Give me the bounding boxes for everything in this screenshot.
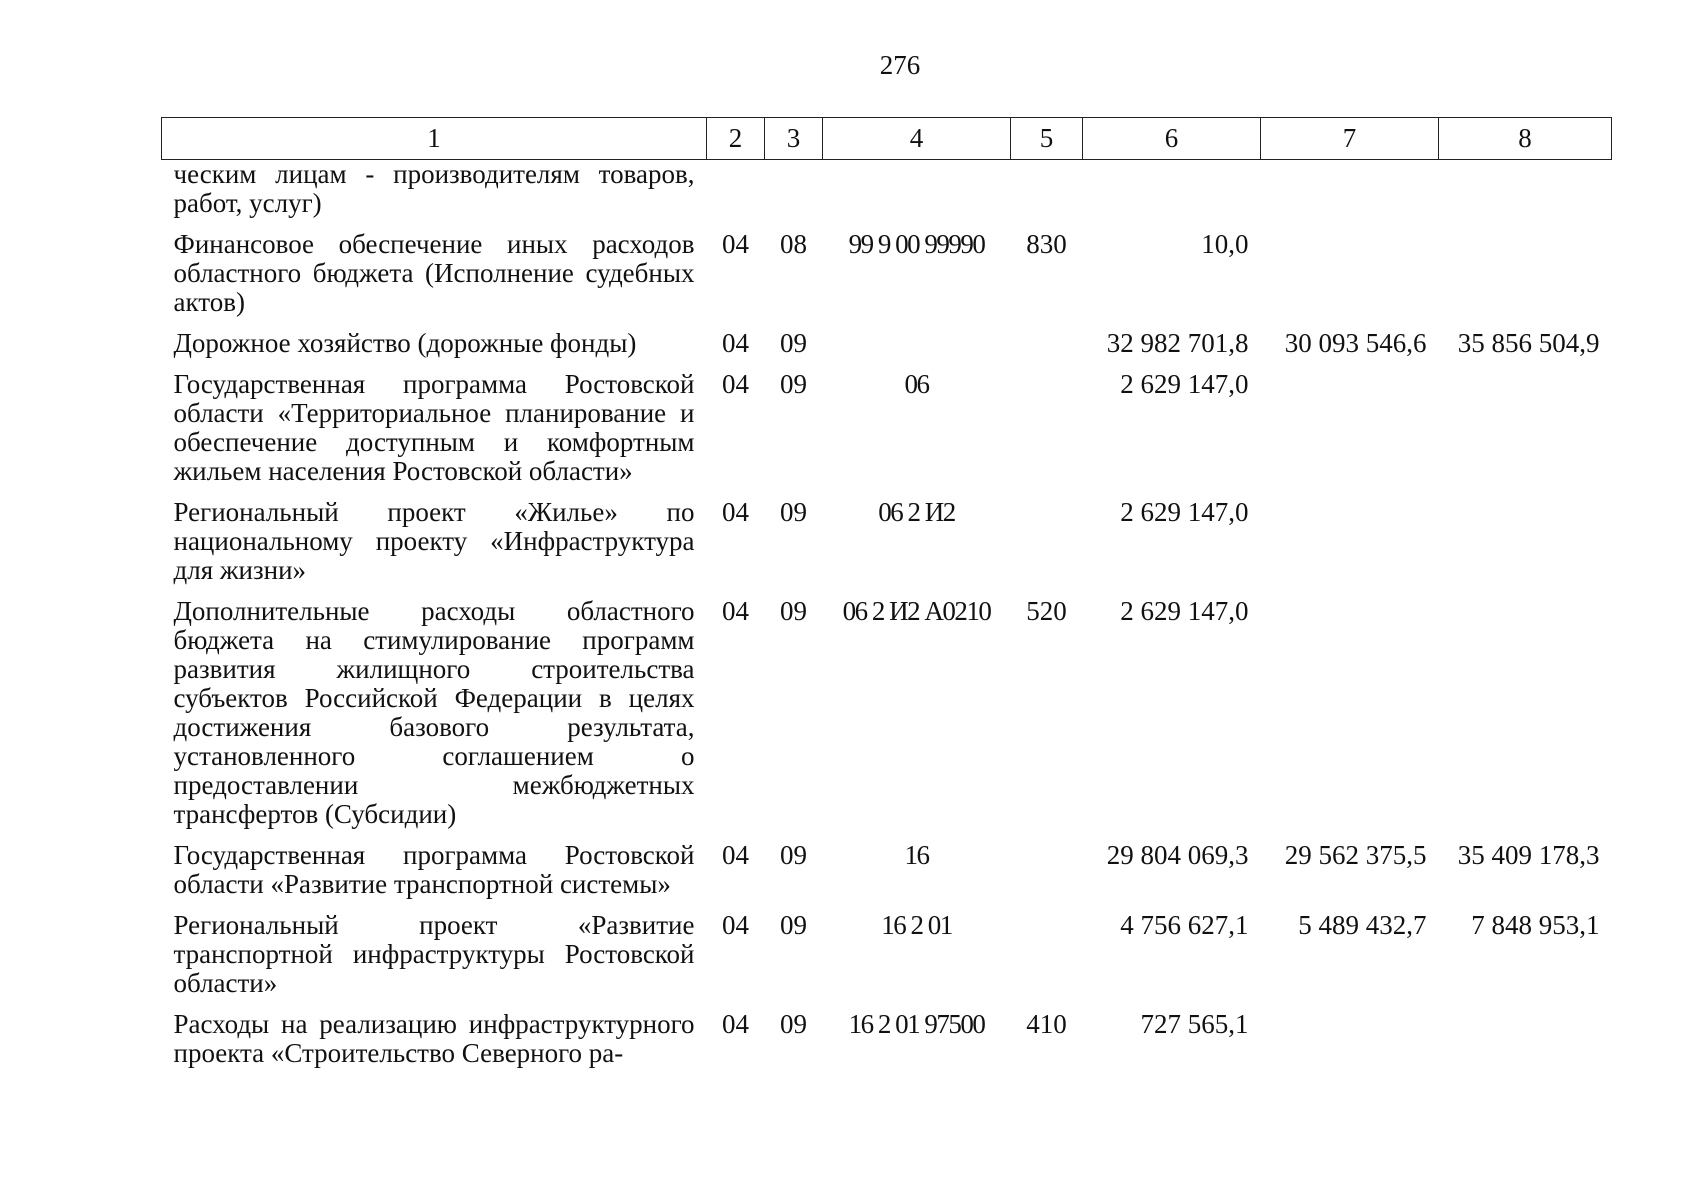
row-section-code xyxy=(707,160,765,231)
row-amount-col7: 29 562 375,5 xyxy=(1284,840,1427,870)
row-target-article-code: 06 xyxy=(904,369,929,399)
row-expense-type-code xyxy=(1011,911,1083,1010)
row-expense-type-code: 520 xyxy=(1026,596,1067,626)
row-amount-col6 xyxy=(1083,160,1261,231)
row-expense-type-code: 830 xyxy=(1026,229,1067,259)
budget-table-container xyxy=(161,117,1611,1080)
row-amount-col7 xyxy=(1261,160,1439,231)
row-subsection-code xyxy=(765,160,823,231)
row-section-code: 04 xyxy=(722,840,749,870)
row-target-article-code: 99 9 00 99990 xyxy=(848,229,985,259)
row-section-code: 04 xyxy=(722,596,749,626)
row-amount-col6: 4 756 627,1 xyxy=(1120,910,1249,940)
table-row xyxy=(162,160,1612,231)
table-row xyxy=(162,597,1612,841)
table-row xyxy=(162,1010,1612,1080)
row-amount-col8 xyxy=(1439,498,1612,597)
row-section-code: 04 xyxy=(722,229,749,259)
header-col-6: 6 xyxy=(1083,118,1261,160)
row-amount-col7 xyxy=(1261,498,1439,597)
row-subsection-code: 08 xyxy=(780,229,807,259)
header-col-1: 1 xyxy=(162,118,707,160)
row-description: Дополнительные расходы областного бюджета на стимулирование программ развития жилищного строительства субъектов Российской Федерации в целях достижения базового результата, установленного соглашением о предоставлении межбюджетных трансфертов (Субсидии) xyxy=(173,596,695,829)
header-col-2: 2 xyxy=(707,118,765,160)
row-amount-col7: 5 489 432,7 xyxy=(1298,910,1427,940)
budget-table xyxy=(161,117,1612,1080)
header-col-7: 7 xyxy=(1261,118,1439,160)
row-target-article-code: 16 2 01 xyxy=(881,910,952,940)
row-section-code: 04 xyxy=(722,910,749,940)
table-row xyxy=(162,370,1612,498)
row-description: Государственная программа Ростовской области «Территориальное планирование и обеспечение доступным и комфортным жильем населения Ростовской области» xyxy=(173,369,695,486)
row-amount-col6: 2 629 147,0 xyxy=(1120,369,1249,399)
row-amount-col8 xyxy=(1439,230,1612,329)
row-subsection-code: 09 xyxy=(780,596,807,626)
row-target-article-code: 06 2 И2 xyxy=(878,497,955,527)
row-expense-type-code: 410 xyxy=(1026,1009,1067,1039)
row-description: Региональный проект «Развитие транспортной инфраструктуры Ростовской области» xyxy=(173,910,695,998)
row-target-article-code xyxy=(823,329,1011,370)
table-row xyxy=(162,498,1612,597)
header-col-3: 3 xyxy=(765,118,823,160)
row-description: Государственная программа Ростовской области «Развитие транспортной системы» xyxy=(173,840,695,899)
row-amount-col8 xyxy=(1439,370,1612,498)
table-row xyxy=(162,911,1612,1010)
row-subsection-code: 09 xyxy=(780,497,807,527)
row-amount-col8 xyxy=(1439,597,1612,841)
row-amount-col6: 32 982 701,8 xyxy=(1106,328,1249,358)
table-header xyxy=(162,118,1612,160)
row-amount-col8: 35 409 178,3 xyxy=(1457,840,1600,870)
row-subsection-code: 09 xyxy=(780,1009,807,1039)
table-body xyxy=(162,160,1612,1081)
row-subsection-code: 09 xyxy=(780,910,807,940)
row-amount-col6: 2 629 147,0 xyxy=(1120,596,1249,626)
row-description: Региональный проект «Жилье» по национальному проекту «Инфраструктура для жизни» xyxy=(173,497,695,585)
row-target-article-code: 16 xyxy=(904,840,929,870)
row-amount-col7 xyxy=(1261,370,1439,498)
row-expense-type-code xyxy=(1011,329,1083,370)
row-amount-col8 xyxy=(1439,1010,1612,1080)
row-amount-col6: 727 565,1 xyxy=(1140,1009,1249,1039)
row-amount-col8 xyxy=(1439,160,1612,231)
row-subsection-code: 09 xyxy=(780,328,807,358)
row-amount-col6: 2 629 147,0 xyxy=(1120,497,1249,527)
table-row xyxy=(162,329,1612,370)
row-amount-col7: 30 093 546,6 xyxy=(1284,328,1427,358)
header-col-8: 8 xyxy=(1439,118,1612,160)
row-amount-col7 xyxy=(1261,597,1439,841)
row-description: Расходы на реализацию инфраструктурного проекта «Строительство Северного ра- xyxy=(173,1009,695,1068)
row-expense-type-code xyxy=(1011,498,1083,597)
row-subsection-code: 09 xyxy=(780,840,807,870)
row-subsection-code: 09 xyxy=(780,369,807,399)
table-row xyxy=(162,230,1612,329)
row-target-article-code: 16 2 01 97500 xyxy=(848,1009,985,1039)
row-expense-type-code xyxy=(1011,370,1083,498)
page-number: 276 xyxy=(879,50,921,80)
header-col-5: 5 xyxy=(1011,118,1083,160)
table-row xyxy=(162,841,1612,911)
header-col-4: 4 xyxy=(823,118,1011,160)
row-description: ческим лицам - производителям товаров, работ, услуг) xyxy=(173,159,695,218)
row-amount-col7 xyxy=(1261,230,1439,329)
row-section-code: 04 xyxy=(722,328,749,358)
row-target-article-code xyxy=(823,160,1011,231)
header-row xyxy=(162,118,1612,160)
row-amount-col6: 29 804 069,3 xyxy=(1106,840,1249,870)
row-amount-col8: 7 848 953,1 xyxy=(1471,910,1600,940)
row-target-article-code: 06 2 И2 А0210 xyxy=(842,596,991,626)
row-description: Дорожное хозяйство (дорожные фонды) xyxy=(173,328,637,358)
row-section-code: 04 xyxy=(722,1009,749,1039)
row-description: Финансовое обеспечение иных расходов областного бюджета (Исполнение судебных актов) xyxy=(173,229,695,317)
row-section-code: 04 xyxy=(722,369,749,399)
row-section-code: 04 xyxy=(722,497,749,527)
row-amount-col6: 10,0 xyxy=(1201,229,1249,259)
row-amount-col8: 35 856 504,9 xyxy=(1457,328,1600,358)
row-expense-type-code xyxy=(1011,160,1083,231)
row-amount-col7 xyxy=(1261,1010,1439,1080)
row-expense-type-code xyxy=(1011,841,1083,911)
